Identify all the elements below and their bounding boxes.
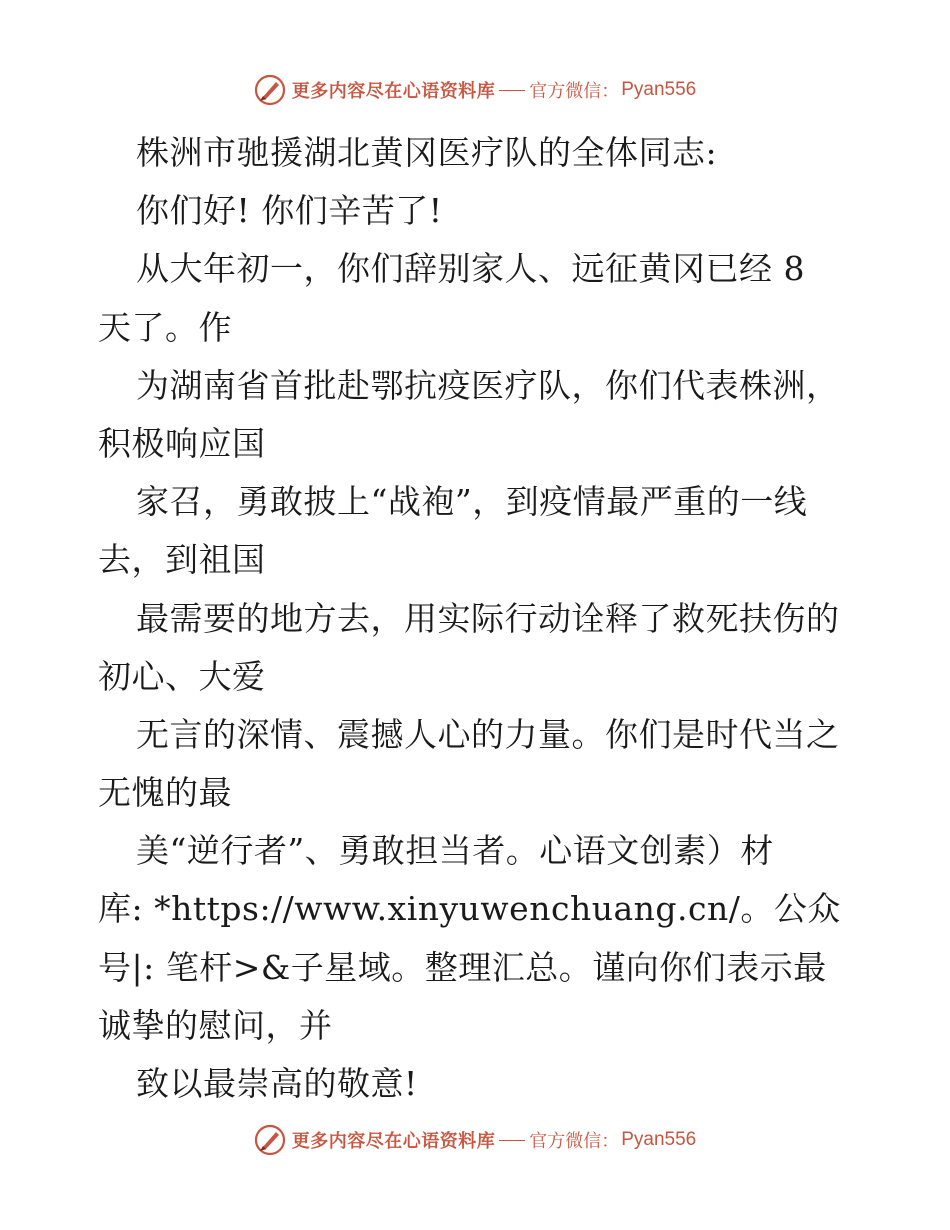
banner-official-label: 官方微信：: [529, 1131, 620, 1152]
quill-pen-logo-icon: [254, 1124, 286, 1156]
header-banner: [0, 70, 950, 110]
banner-official-label: 官方微信：: [529, 81, 620, 102]
letter-line: 你们好! 你们辛苦了!: [136, 191, 443, 231]
letter-line: 家召，勇敢披上“战袍”，到疫情最严重的一线: [136, 482, 808, 522]
banner-divider: [499, 90, 525, 91]
quill-pen-logo-icon: [254, 74, 286, 106]
letter-line: 去，到祖国: [98, 540, 266, 580]
letter-line: 诚挚的慰问，并: [98, 1005, 333, 1045]
letter-line: 美“逆行者”、勇敢担当者。心语文创素）材: [136, 831, 774, 871]
letter-line: 号|: 笔杆>&子星域。整理汇总。谨向你们表示最: [98, 947, 827, 987]
letter-line: 为湖南省首批赴鄂抗疫医疗队，你们代表株洲，: [136, 365, 840, 405]
banner-wechat-id: Pyan556: [621, 79, 697, 100]
letter-line: 初心、大爱: [98, 656, 266, 696]
letter-line: 积极响应国: [98, 423, 266, 463]
letter-line: 天了。作: [98, 307, 232, 347]
banner-title: 更多内容尽在心语资料库: [291, 1131, 496, 1152]
banner-divider: [499, 1140, 525, 1141]
letter-line: 无愧的最: [98, 773, 232, 813]
letter-line: 致以最崇高的敬意!: [136, 1064, 418, 1103]
letter-line: 从大年初一，你们辞别家人、远征黄冈已经 8: [136, 249, 805, 289]
letter-line: 无言的深情、震撼人心的力量。你们是时代当之: [136, 714, 840, 754]
banner-title: 更多内容尽在心语资料库: [291, 81, 496, 102]
letter-body: [98, 124, 858, 1113]
footer-banner: [0, 1120, 950, 1160]
letter-line: 最需要的地方去，用实际行动诠释了救死扶伤的: [136, 598, 840, 638]
banner-wechat-id: Pyan556: [621, 1129, 697, 1150]
letter-line: 株洲市驰援湖北黄冈医疗队的全体同志:: [136, 133, 718, 172]
letter-line: 库: *https://www.xinyuwenchuang.cn/。公众: [98, 889, 841, 929]
